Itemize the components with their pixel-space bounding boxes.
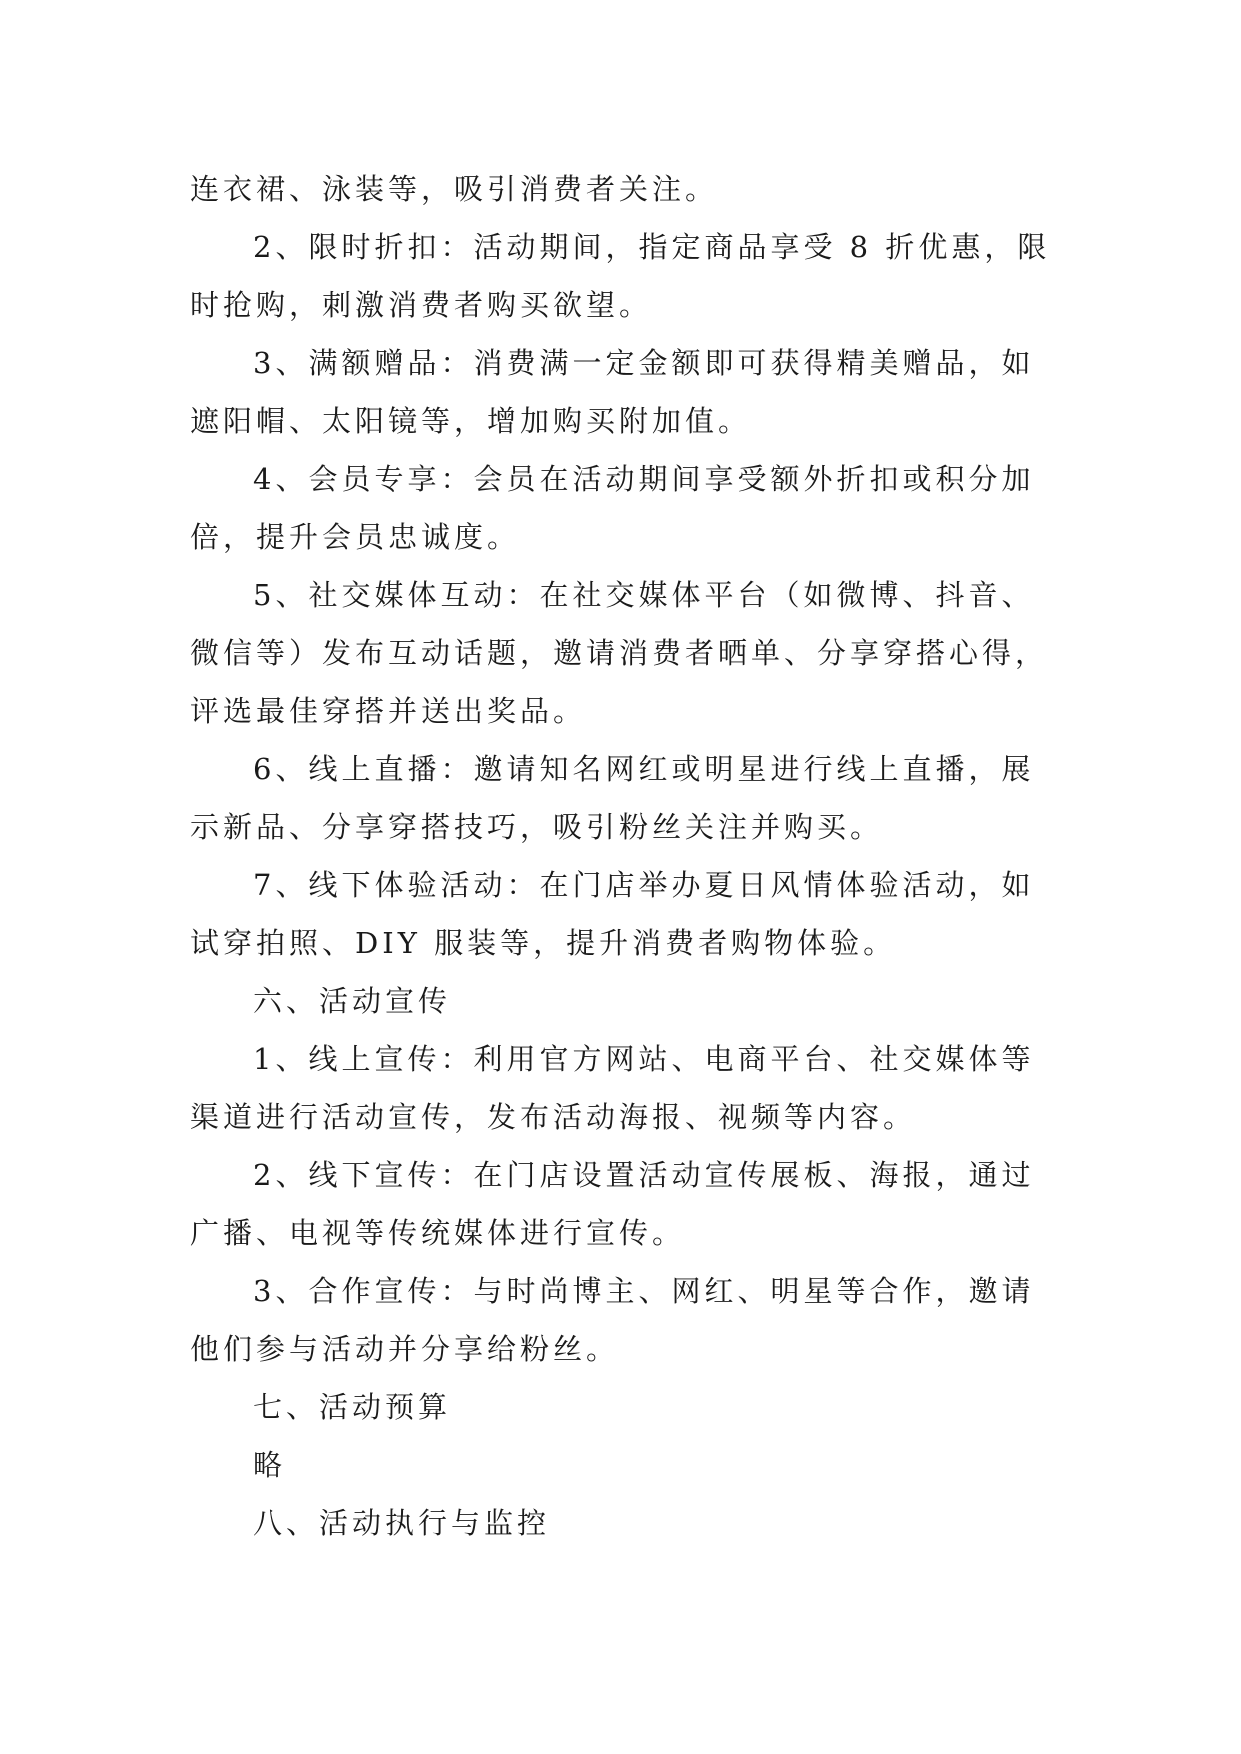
text-line: 6、线上直播：邀请知名网红或明星进行线上直播，展: [253, 752, 1035, 786]
text-line: 八、活动执行与监控: [253, 1506, 551, 1540]
text-line: 2、线下宣传：在门店设置活动宣传展板、海报，通过: [253, 1158, 1035, 1192]
text-line: 连衣裙、泳装等，吸引消费者关注。: [190, 172, 719, 206]
text-line: 5、社交媒体互动：在社交媒体平台（如微博、抖音、: [253, 578, 1035, 612]
text-line: 1、线上宣传：利用官方网站、电商平台、社交媒体等: [253, 1042, 1035, 1076]
text-line: 他们参与活动并分享给粉丝。: [190, 1332, 620, 1366]
text-line: 2、限时折扣：活动期间，指定商品享受 8 折优惠，限: [253, 230, 1051, 264]
text-line: 7、线下体验活动：在门店举办夏日风情体验活动，如: [253, 868, 1035, 902]
text-line: 倍，提升会员忠诚度。: [190, 520, 521, 554]
text-line: 3、合作宣传：与时尚博主、网红、明星等合作，邀请: [253, 1274, 1035, 1308]
document-body: [190, 160, 1070, 1552]
text-line: 微信等）发布互动话题，邀请消费者晒单、分享穿搭心得，: [190, 636, 1049, 670]
text-line: 遮阳帽、太阳镜等，增加购买附加值。: [190, 404, 752, 438]
text-line: 评选最佳穿搭并送出奖品。: [190, 694, 587, 728]
text-line: 3、满额赠品：消费满一定金额即可获得精美赠品，如: [253, 346, 1035, 380]
text-line: 试穿拍照、DIY 服装等，提升消费者购物体验。: [190, 926, 897, 960]
text-line: 渠道进行活动宣传，发布活动海报、视频等内容。: [190, 1100, 917, 1134]
text-line: 六、活动宣传: [253, 984, 452, 1018]
text-line: 4、会员专享：会员在活动期间享受额外折扣或积分加: [253, 462, 1035, 496]
text-line: 时抢购，刺激消费者购买欲望。: [190, 288, 653, 322]
text-line: 示新品、分享穿搭技巧，吸引粉丝关注并购买。: [190, 810, 884, 844]
text-line: 七、活动预算: [253, 1390, 452, 1424]
text-line: 略: [253, 1448, 287, 1482]
text-line: 广播、电视等传统媒体进行宣传。: [190, 1216, 686, 1250]
